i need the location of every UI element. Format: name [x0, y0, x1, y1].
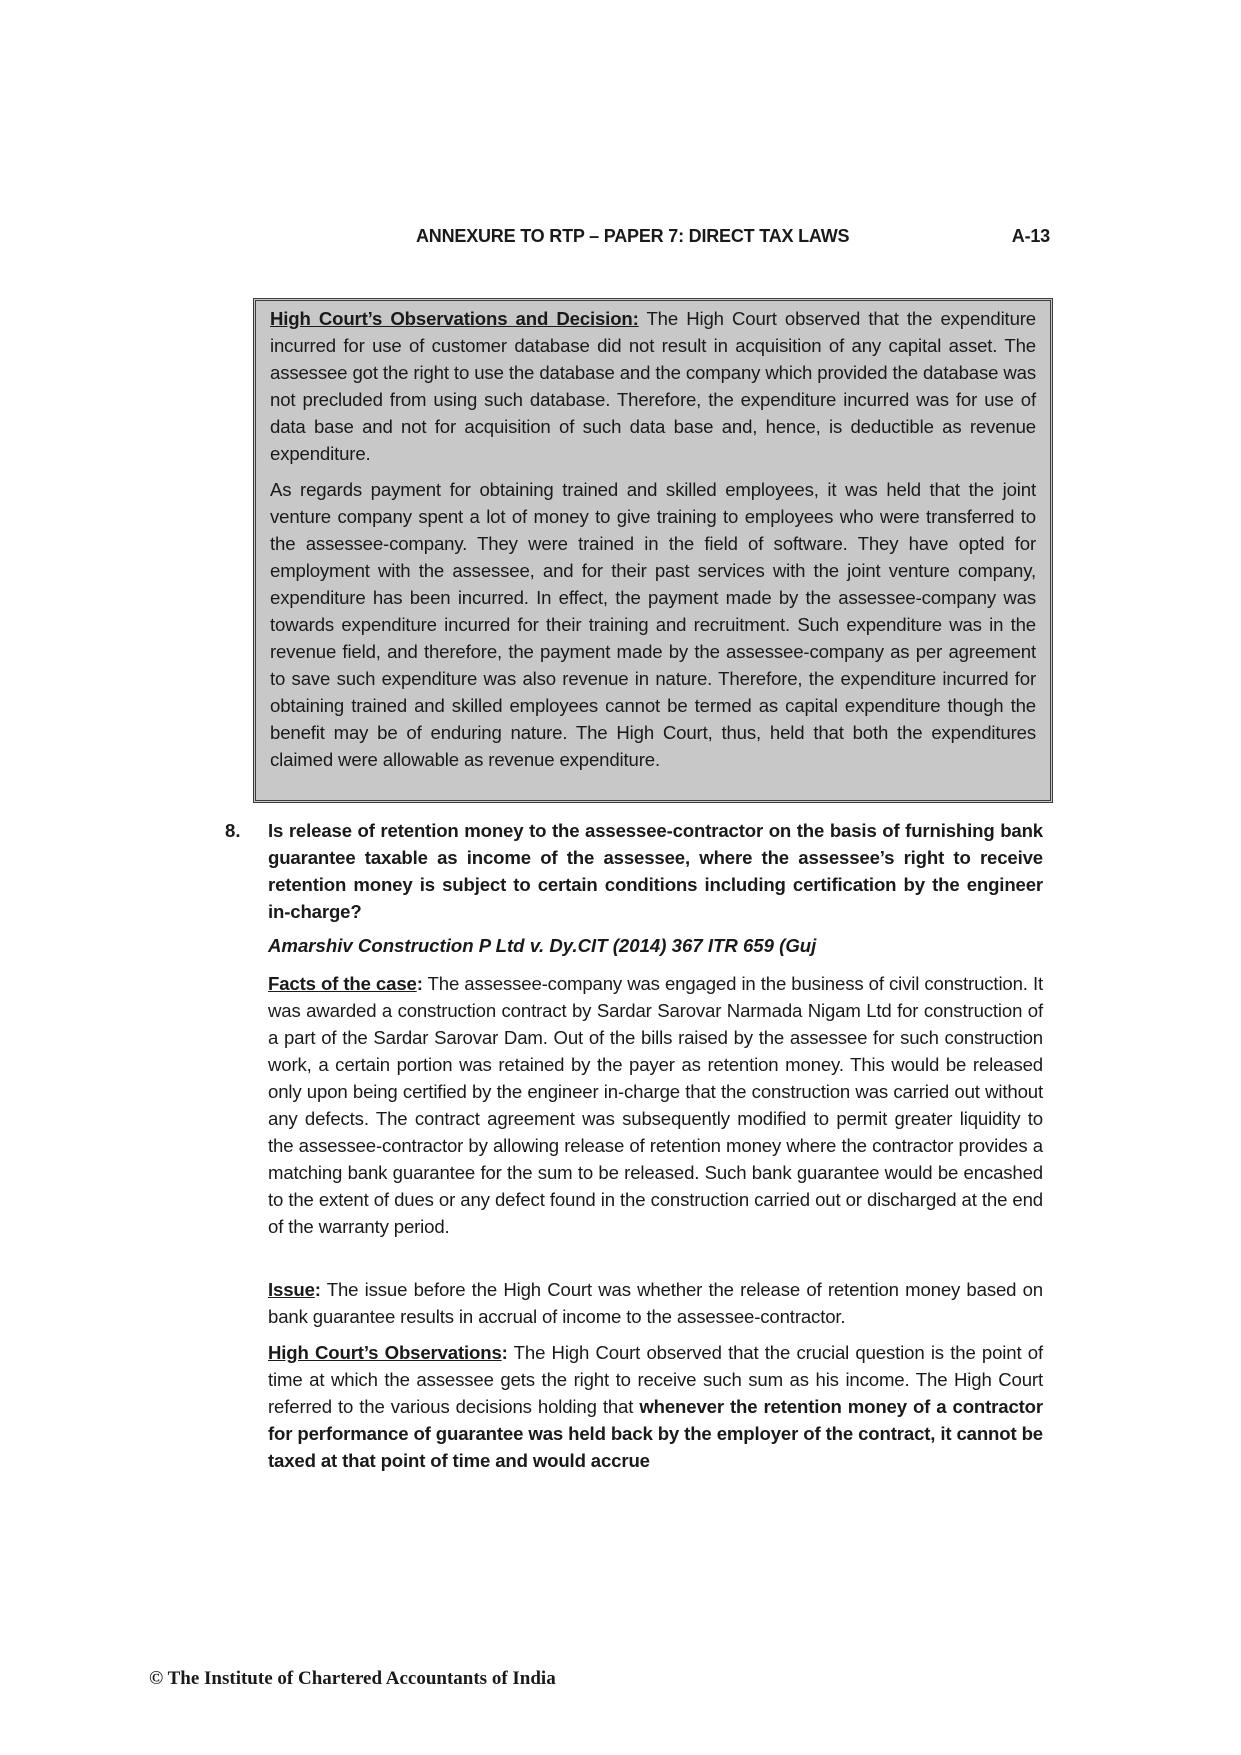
box-paragraph-2: As regards payment for obtaining trained and skilled employees, it was held that the joint venture company spent a lot of money to give training to employees who were transferred to the assessee-company. They were trained in the field of software. They have opted for employment with the assessee, and for their past services with the joint venture company, expenditure has been incurred. In effect, the payment made by the assessee-company was towards expenditure incurred for their training and recruitment. Such expenditure was in the revenue field, and therefore, the payment made by the assessee-company as per agreement to save such expenditure was also revenue in nature. Therefore, the expenditure incurred for obtaining trained and skilled employees cannot be termed as capital expenditure though the benefit may be of enduring nature. The High Court, thus, held that both the expenditures claimed were allowable as revenue expenditure. — [270, 479, 1036, 770]
observations-text: The High Court observed that the crucial question is the point of time at which the assessee gets the right to receive such sum as his income. The High Court referred to the various decisions holding that — [268, 1342, 1043, 1417]
facts-colon: : — [416, 973, 423, 994]
facts-heading: Facts of the case — [268, 973, 417, 994]
issue-heading: Issue — [268, 1279, 315, 1300]
question-8 — [225, 817, 1043, 925]
observations-bold-text: whenever the retention money of a contractor for performance of guarantee was held back by the employer of the contract, it cannot be taxed at that point of time and would accrue — [268, 1396, 1043, 1471]
copyright-footer: © The Institute of Chartered Accountants of India — [149, 1668, 556, 1689]
box-paragraph-1 — [270, 305, 1036, 467]
issue-paragraph — [268, 1276, 1043, 1330]
observations-heading: High Court’s Observations — [268, 1342, 502, 1363]
facts-text: The assessee-company was engaged in the business of civil construction. It was awarded a construction contract by Sardar Sarovar Narmada Nigam Ltd for construction of a part of the Sardar Sarovar Dam. Out of the bills raised by the assessee for such construction work, a certain portion was retained by the payer as retention money. This would be released only upon being certified by the engineer in-charge that the construction was carried out without any defects. The contract agreement was subsequently modified to permit greater liquidity to the assessee-contractor by allowing release of retention money where the contractor provides a matching bank guarantee for the sum to be released. Such bank guarantee would be encashed to the extent of dues or any defect found in the construction carried out or discharged at the end of the warranty period. — [268, 973, 1043, 1237]
shaded-case-box — [253, 298, 1053, 803]
issue-text: The issue before the High Court was whether the release of retention money based on bank guarantee results in accrual of income to the assessee-contractor. — [268, 1279, 1043, 1327]
header-title: ANNEXURE TO RTP – PAPER 7: DIRECT TAX LAWS — [416, 226, 850, 246]
observations-paragraph — [268, 1339, 1043, 1474]
facts-paragraph — [268, 970, 1043, 1240]
question-text: Is release of retention money to the assessee-contractor on the basis of furnishing bank guarantee taxable as income of the assessee, where the assessee’s right to receive retention money is subject to certain conditions including certification by the engineer in-charge? — [268, 820, 1043, 922]
box-paragraph-1-text: The High Court observed that the expenditure incurred for use of customer database did not result in acquisition of any capital asset. The assessee got the right to use the database and the company which provided the database was not precluded from using such database. Therefore, the expenditure incurred was for use of data base and not for acquisition of such data base and, hence, is deductible as revenue expenditure. — [270, 308, 1036, 464]
question-number: 8. — [225, 820, 241, 841]
issue-colon: : — [314, 1279, 321, 1300]
page-number: A-13 — [1011, 226, 1050, 246]
box-paragraph-1-heading: High Court’s Observations and Decision: — [270, 308, 639, 329]
observations-colon: : — [501, 1342, 508, 1363]
case-citation: Amarshiv Construction P Ltd v. Dy.CIT (2014) 367 ITR 659 (Guj — [268, 935, 817, 956]
